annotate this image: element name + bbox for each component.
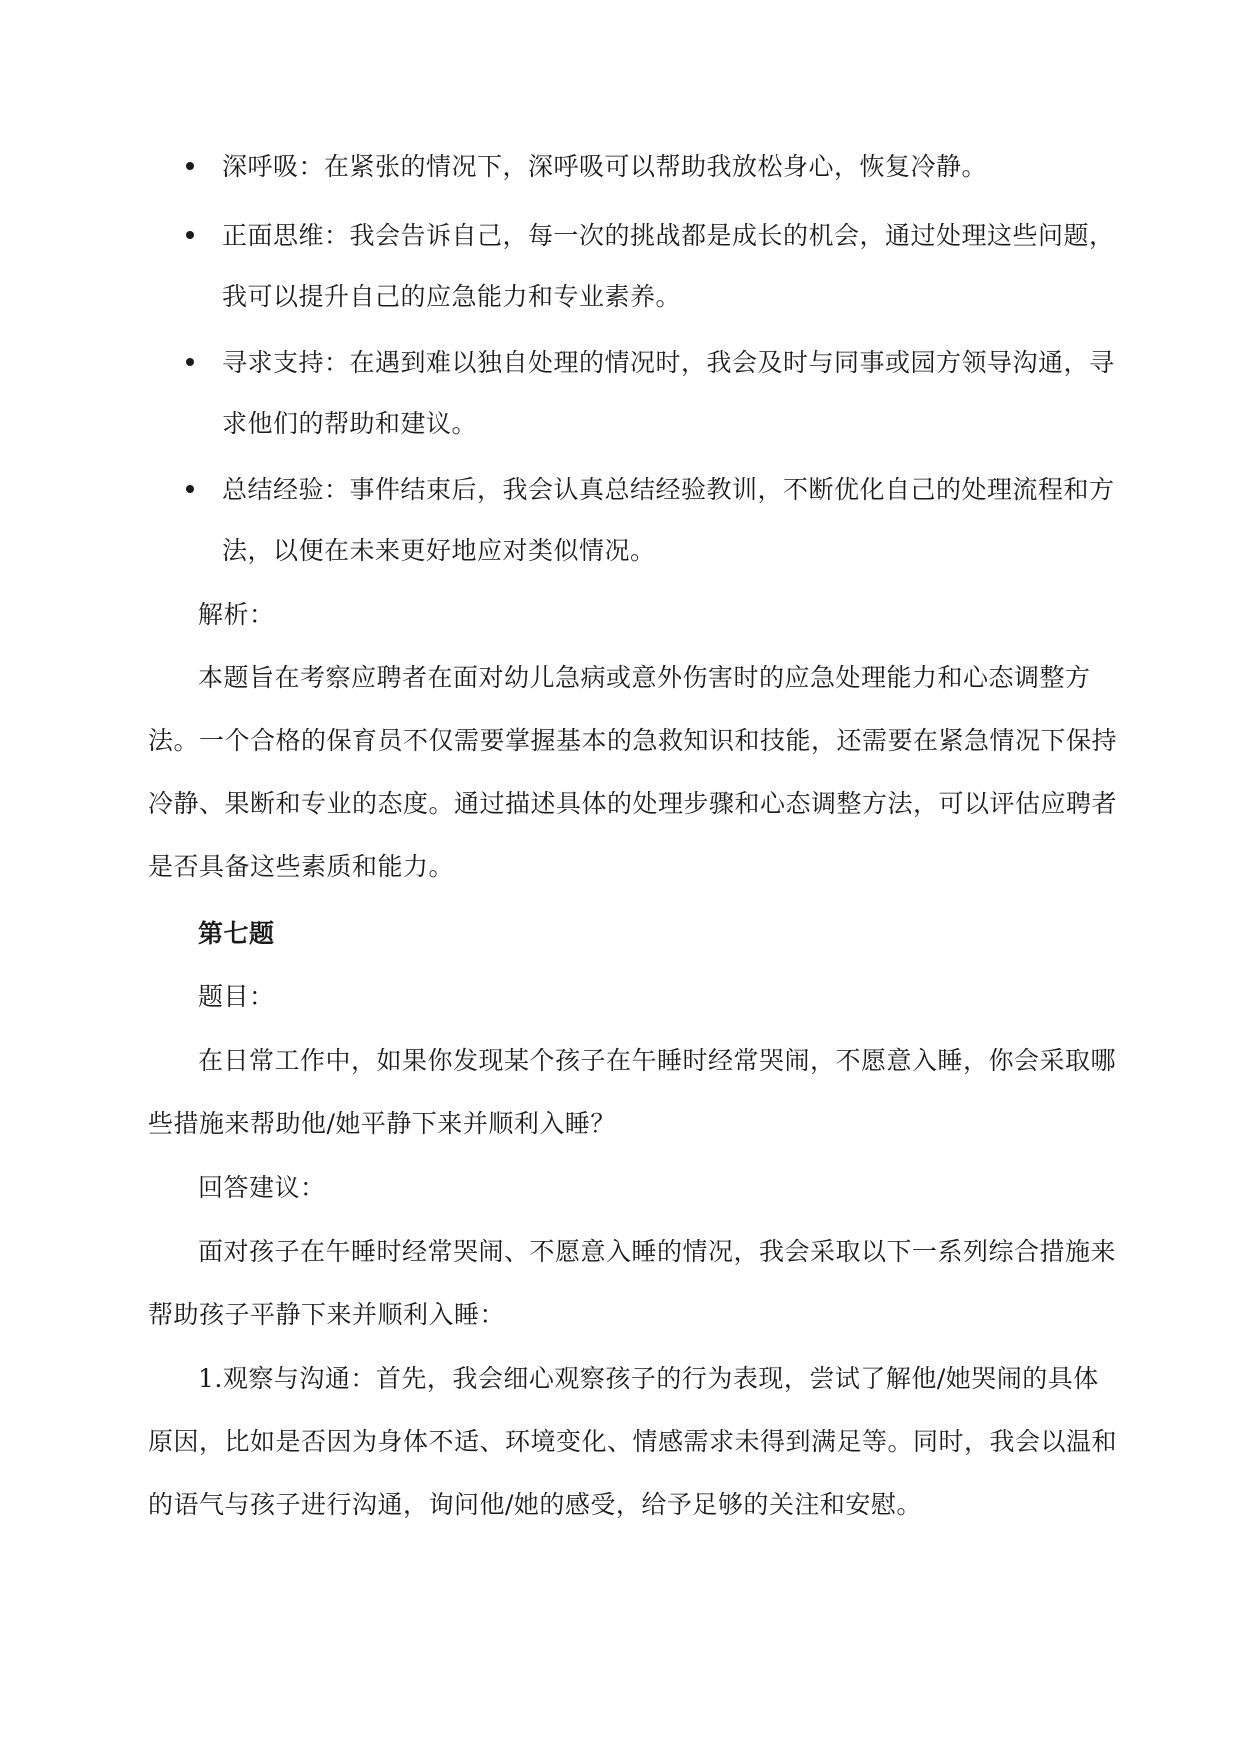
question-7-heading: 第七题 xyxy=(198,919,275,948)
analysis-line-1: 本题旨在考察应聘者在面对幼儿急病或意外伤害时的应急处理能力和心态调整方 xyxy=(198,663,1091,692)
answer-intro-line-2: 帮助孩子平静下来并顺利入睡： xyxy=(148,1300,506,1329)
bullet-dot xyxy=(186,162,194,170)
bullet-4-line-2: 法，以便在未来更好地应对类似情况。 xyxy=(222,536,656,565)
bullet-dot xyxy=(186,231,194,239)
answer-intro-line-1: 面对孩子在午睡时经常哭闹、不愿意入睡的情况，我会采取以下一系列综合措施来 xyxy=(198,1237,1117,1266)
answer-point-1-line-1: 1.观察与沟通：首先，我会细心观察孩子的行为表现，尝试了解他/她哭闹的具体 xyxy=(198,1364,1099,1393)
bullet-4-line-1: 总结经验：事件结束后，我会认真总结经验教训，不断优化自己的处理流程和方 xyxy=(222,475,1115,504)
bullet-3-line-1: 寻求支持：在遇到难以独自处理的情况时，我会及时与同事或园方领导沟通，寻 xyxy=(222,348,1115,377)
bullet-dot xyxy=(186,485,194,493)
bullet-1-line-1: 深呼吸：在紧张的情况下，深呼吸可以帮助我放松身心，恢复冷静。 xyxy=(222,152,988,181)
question-line-1: 在日常工作中，如果你发现某个孩子在午睡时经常哭闹，不愿意入睡，你会采取哪 xyxy=(198,1046,1117,1075)
bullet-2-line-1: 正面思维：我会告诉自己，每一次的挑战都是成长的机会，通过处理这些问题， xyxy=(222,221,1115,250)
bullet-2-line-2: 我可以提升自己的应急能力和专业素养。 xyxy=(222,282,682,311)
analysis-line-4: 是否具备这些素质和能力。 xyxy=(148,852,455,881)
question-line-2: 些措施来帮助他/她平静下来并顺利入睡？ xyxy=(148,1109,616,1138)
answer-label: 回答建议： xyxy=(198,1173,326,1202)
answer-point-1-line-2: 原因，比如是否因为身体不适、环境变化、情感需求未得到满足等。同时，我会以温和 xyxy=(148,1427,1118,1456)
question-label: 题目： xyxy=(198,982,275,1011)
answer-point-1-line-3: 的语气与孩子进行沟通，询问他/她的感受，给予足够的关注和安慰。 xyxy=(148,1490,922,1519)
bullet-3-line-2: 求他们的帮助和建议。 xyxy=(222,409,478,438)
analysis-line-3: 冷静、果断和专业的态度。通过描述具体的处理步骤和心态调整方法，可以评估应聘者 xyxy=(148,789,1118,818)
bullet-dot xyxy=(186,358,194,366)
analysis-label: 解析： xyxy=(198,600,275,629)
analysis-line-2: 法。一个合格的保育员不仅需要掌握基本的急救知识和技能，还需要在紧急情况下保持 xyxy=(148,726,1118,755)
